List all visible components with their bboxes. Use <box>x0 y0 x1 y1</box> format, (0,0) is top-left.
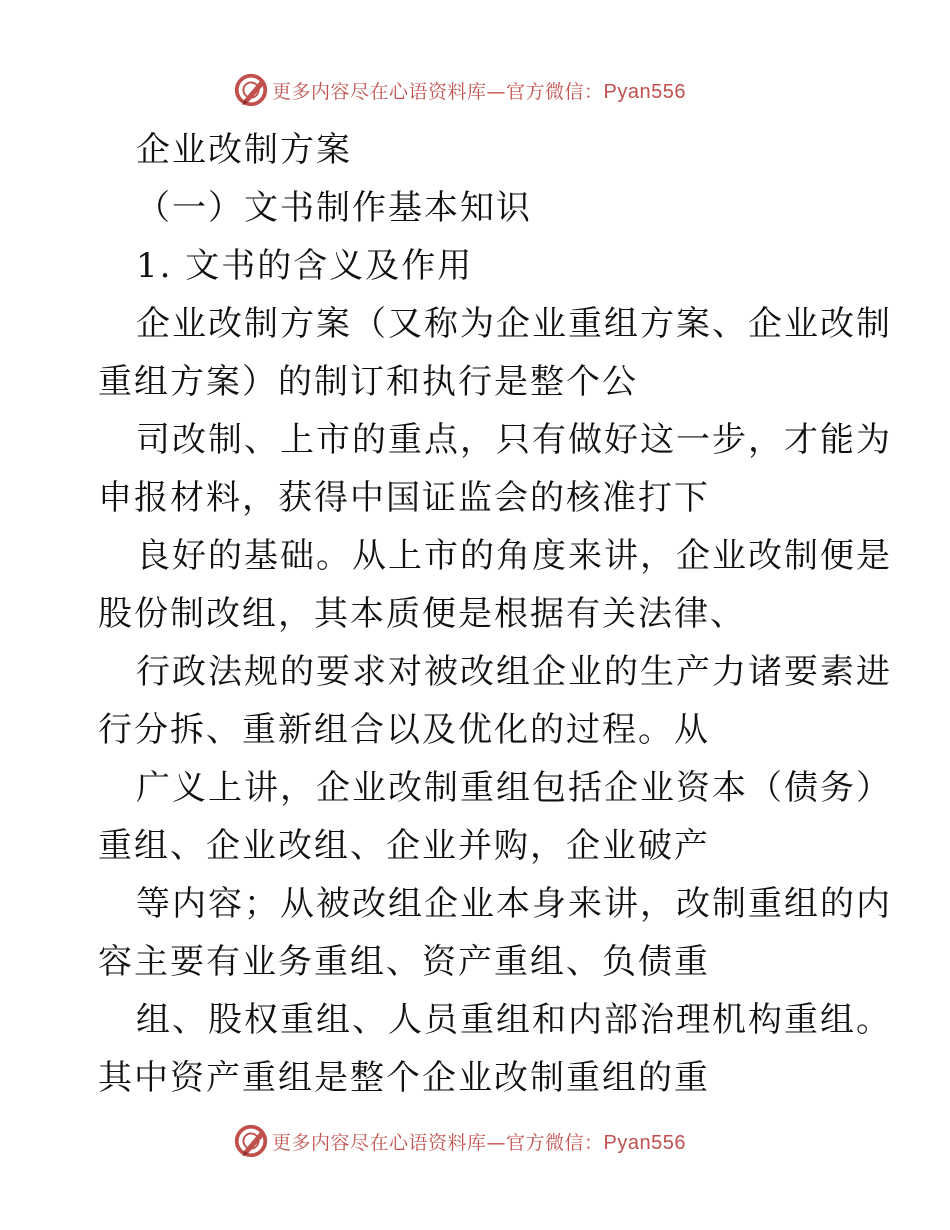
paragraph-line: 组、股权重组、人员重组和内部治理机构重组。 <box>136 1000 892 1040</box>
paragraph-line: 广义上讲，企业改制重组包括企业资本（债务） <box>136 768 892 808</box>
paragraph-line: 司改制、上市的重点，只有做好这一步，才能为 <box>136 420 892 460</box>
paragraph-line: 重组、企业改组、企业并购，企业破产 <box>98 826 710 866</box>
banner-text: 更多内容尽在心语资料库—官方微信： <box>272 1131 604 1154</box>
section-heading: （一）文书制作基本知识 <box>136 188 532 228</box>
doc-title: 企业改制方案 <box>136 130 352 170</box>
paragraph-line: 股份制改组，其本质便是根据有关法律、 <box>98 594 746 634</box>
banner-label <box>272 77 686 104</box>
wechat-id: Pyan556 <box>603 80 686 103</box>
subsection-heading: 1. 文书的含义及作用 <box>136 246 474 286</box>
document-body <box>98 121 892 1107</box>
paragraph-line: 其中资产重组是整个企业改制重组的重 <box>98 1058 710 1098</box>
header-banner <box>232 70 686 110</box>
wechat-id: Pyan556 <box>603 1131 686 1154</box>
banner-text: 更多内容尽在心语资料库—官方微信： <box>272 80 604 103</box>
paragraph-line: 等内容；从被改组企业本身来讲，改制重组的内 <box>136 884 892 924</box>
pen-logo-icon <box>232 1122 270 1160</box>
footer-banner <box>232 1121 686 1161</box>
paragraph-line: 行分拆、重新组合以及优化的过程。从 <box>98 710 710 750</box>
paragraph-line: 容主要有业务重组、资产重组、负债重 <box>98 942 710 982</box>
paragraph-line: 重组方案）的制订和执行是整个公 <box>98 362 638 402</box>
banner-label <box>272 1128 686 1155</box>
pen-logo-icon <box>232 71 270 109</box>
paragraph-line: 申报材料，获得中国证监会的核准打下 <box>98 478 710 518</box>
paragraph-line: 企业改制方案（又称为企业重组方案、企业改制 <box>136 304 892 344</box>
paragraph-line: 良好的基础。从上市的角度来讲，企业改制便是 <box>136 536 892 576</box>
paragraph-line: 行政法规的要求对被改组企业的生产力诸要素进 <box>136 652 892 692</box>
